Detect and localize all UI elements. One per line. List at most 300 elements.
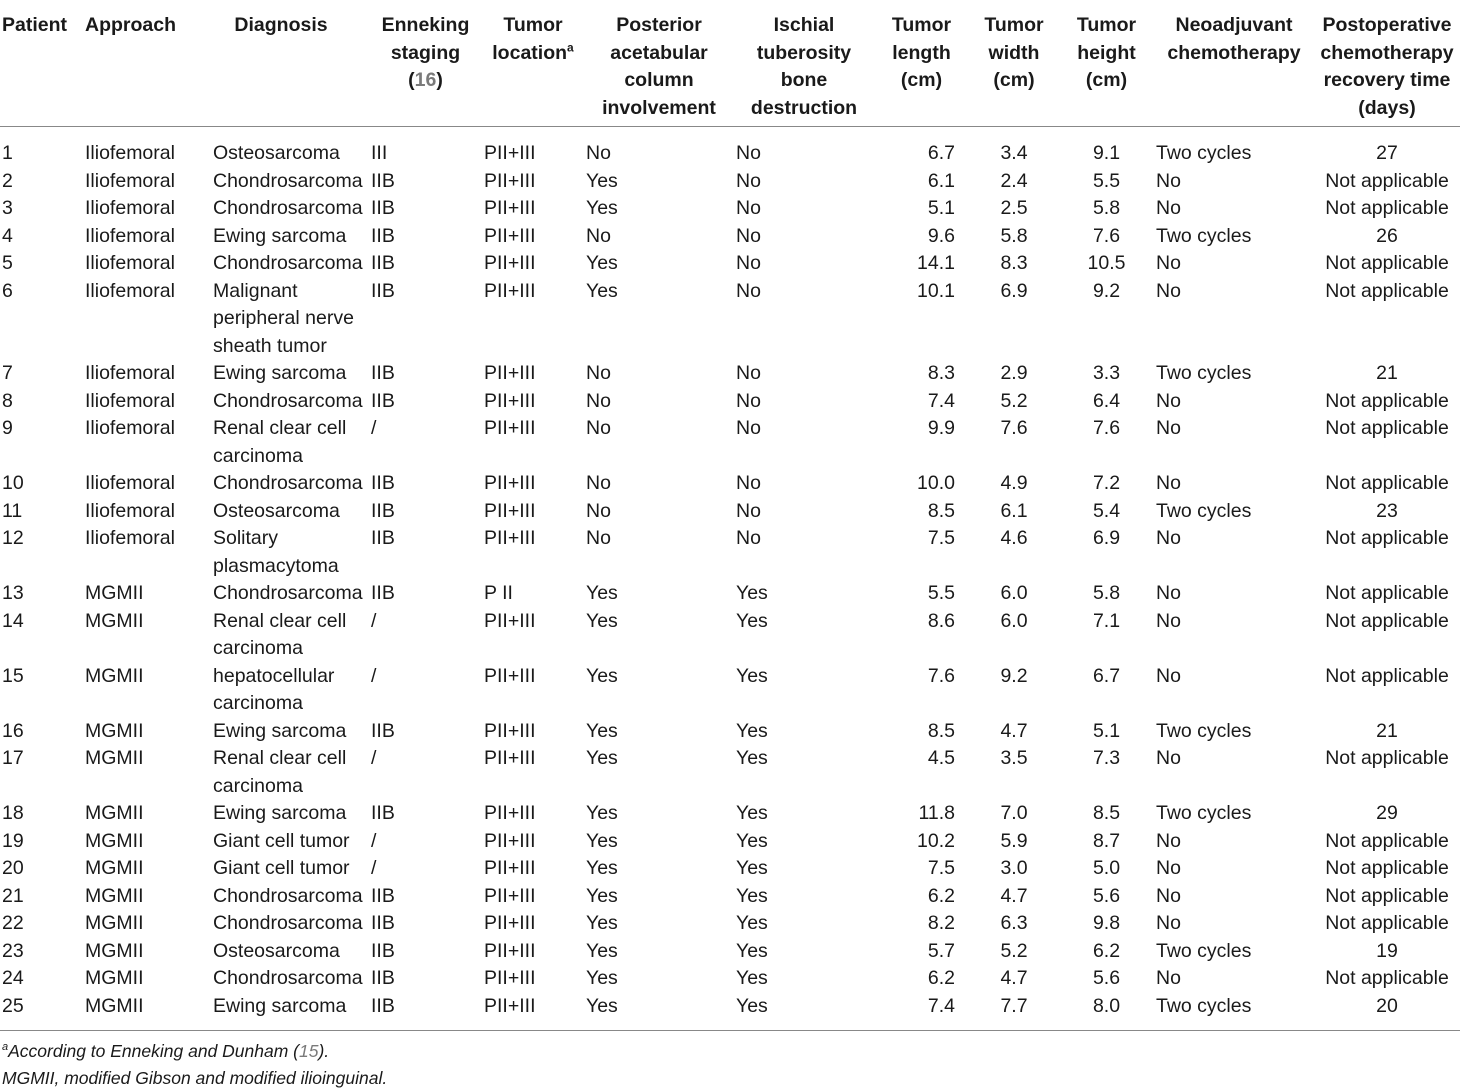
- cell-recovery: 29: [1376, 802, 1398, 824]
- cell-neoadjuvant: Two cycles: [1156, 802, 1252, 824]
- cell-neoadjuvant: Two cycles: [1156, 939, 1252, 962]
- cell-patient: 16: [2, 719, 24, 742]
- cell-posterior: Yes: [586, 609, 618, 632]
- cell-location: PII+III: [484, 279, 536, 302]
- cell-ischial: Yes: [736, 884, 768, 907]
- cell-width: 2.9: [1000, 362, 1028, 384]
- cell-recovery: Not applicable: [1325, 389, 1449, 412]
- table-row: [0, 965, 1460, 993]
- table-header: [0, 0, 1460, 127]
- cell-recovery: 20: [1376, 994, 1398, 1017]
- cell-patient: 5: [2, 252, 13, 274]
- cell-neoadjuvant: No: [1156, 197, 1181, 219]
- cell-length: 8.3: [927, 362, 955, 384]
- cell-approach: MGMII: [85, 802, 144, 824]
- cell-length: 11.8: [918, 802, 955, 824]
- cell-patient: 1: [2, 142, 13, 164]
- table-row: [0, 470, 1460, 498]
- cell-width: 2.5: [1000, 197, 1028, 219]
- cell-diagnosis: Osteosarcoma: [213, 499, 340, 522]
- cell-patient: 24: [2, 967, 24, 989]
- cell-approach: Iliofemoral: [85, 252, 175, 274]
- cell-patient: 14: [2, 609, 24, 632]
- cell-recovery: 21: [1376, 719, 1398, 742]
- cell-ischial: Yes: [736, 994, 768, 1017]
- cell-patient: 12: [2, 527, 24, 549]
- header-location: [482, 0, 584, 127]
- cell-location: PII+III: [484, 719, 536, 742]
- table-row: [0, 608, 1460, 663]
- cell-location: PII+III: [484, 169, 536, 192]
- cell-width: 7.6: [1000, 417, 1028, 439]
- cell-length: 7.6: [927, 664, 955, 687]
- cell-ischial: No: [736, 389, 761, 412]
- cell-neoadjuvant: No: [1156, 664, 1181, 687]
- cell-posterior: No: [586, 527, 611, 549]
- cell-posterior: Yes: [586, 582, 618, 604]
- cell-width: 6.3: [1000, 912, 1028, 934]
- cell-height: 5.5: [1092, 169, 1121, 192]
- cell-patient: 25: [2, 994, 24, 1017]
- cell-diagnosis: Chondrosarcoma: [213, 197, 363, 219]
- cell-height: 5.1: [1092, 719, 1121, 742]
- cell-enneking: /: [371, 829, 377, 852]
- table-row: [0, 663, 1460, 718]
- cell-enneking: IIB: [371, 719, 395, 742]
- cell-height: 7.6: [1092, 224, 1121, 247]
- header-posterior: Posterior acetabular column involvement: [602, 14, 716, 119]
- cell-diagnosis: Osteosarcoma: [213, 142, 340, 164]
- cell-length: 6.1: [927, 169, 955, 192]
- table-row: [0, 127, 1460, 168]
- cell-ischial: Yes: [736, 582, 768, 604]
- cell-height: 9.2: [1092, 279, 1121, 302]
- cell-posterior: No: [586, 472, 611, 494]
- cell-length: 9.6: [927, 224, 955, 247]
- cell-posterior: Yes: [586, 939, 618, 962]
- cell-enneking: IIB: [371, 197, 395, 219]
- cell-recovery: 23: [1376, 499, 1398, 522]
- cell-width: 6.0: [1000, 582, 1028, 604]
- cell-length: 8.5: [927, 719, 955, 742]
- table-body: [0, 127, 1460, 1031]
- cell-diagnosis: Ewing sarcoma: [213, 719, 347, 742]
- table-row: [0, 910, 1460, 938]
- footnote-a-ref[interactable]: 15: [299, 1041, 319, 1061]
- cell-diagnosis: Chondrosarcoma: [213, 912, 363, 934]
- cell-posterior: Yes: [586, 884, 618, 907]
- cell-neoadjuvant: No: [1156, 829, 1181, 852]
- cell-location: PII+III: [484, 417, 536, 439]
- cell-approach: MGMII: [85, 857, 144, 879]
- cell-recovery: Not applicable: [1325, 857, 1449, 879]
- cell-width: 2.4: [1000, 169, 1028, 192]
- footnote-a-end: ).: [318, 1041, 330, 1061]
- cell-neoadjuvant: No: [1156, 857, 1181, 879]
- cell-location: P II: [484, 582, 513, 604]
- cell-width: 3.5: [1000, 747, 1028, 769]
- cell-posterior: Yes: [586, 747, 618, 769]
- footnote-a: [2, 1038, 1460, 1065]
- cell-diagnosis: Chondrosarcoma: [213, 884, 363, 907]
- cell-ischial: No: [736, 142, 761, 164]
- cell-enneking: IIB: [371, 527, 395, 549]
- cell-neoadjuvant: No: [1156, 967, 1181, 989]
- cell-approach: Iliofemoral: [85, 527, 175, 549]
- cell-ischial: Yes: [736, 912, 768, 934]
- cell-patient: 4: [2, 224, 13, 247]
- cell-diagnosis: Renal clear cell carcinoma: [213, 417, 347, 467]
- cell-height: 5.0: [1092, 857, 1121, 879]
- cell-length: 5.1: [927, 197, 955, 219]
- cell-neoadjuvant: No: [1156, 252, 1181, 274]
- cell-approach: MGMII: [85, 912, 144, 934]
- cell-recovery: Not applicable: [1325, 912, 1449, 934]
- cell-approach: Iliofemoral: [85, 169, 175, 192]
- cell-height: 9.8: [1092, 912, 1121, 934]
- cell-recovery: Not applicable: [1325, 609, 1449, 632]
- cell-recovery: Not applicable: [1325, 884, 1449, 907]
- cell-location: PII+III: [484, 472, 536, 494]
- cell-ischial: No: [736, 279, 761, 302]
- cell-posterior: Yes: [586, 912, 618, 934]
- cell-ischial: No: [736, 197, 761, 219]
- cell-approach: Iliofemoral: [85, 417, 175, 439]
- cell-patient: 8: [2, 389, 13, 412]
- cell-length: 7.4: [927, 389, 955, 412]
- cell-posterior: No: [586, 499, 611, 522]
- cell-location: PII+III: [484, 252, 536, 274]
- cell-approach: MGMII: [85, 609, 144, 632]
- table-row: [0, 498, 1460, 526]
- cell-diagnosis: Solitary plasmacytoma: [213, 527, 339, 577]
- table-row: [0, 745, 1460, 800]
- table-row: [0, 278, 1460, 361]
- cell-width: 8.3: [1000, 252, 1028, 274]
- cell-patient: 2: [2, 169, 13, 192]
- cell-approach: Iliofemoral: [85, 142, 175, 164]
- cell-width: 3.0: [1000, 857, 1028, 879]
- cell-location: PII+III: [484, 224, 536, 247]
- cell-neoadjuvant: No: [1156, 472, 1181, 494]
- cell-enneking: IIB: [371, 472, 395, 494]
- cell-width: 7.0: [1000, 802, 1028, 824]
- cell-height: 7.2: [1092, 472, 1121, 494]
- cell-recovery: Not applicable: [1325, 747, 1449, 769]
- cell-length: 6.7: [927, 142, 955, 164]
- cell-posterior: Yes: [586, 664, 618, 687]
- cell-posterior: No: [586, 142, 611, 164]
- cell-recovery: Not applicable: [1325, 967, 1449, 989]
- table-row: [0, 883, 1460, 911]
- cell-patient: 7: [2, 362, 13, 384]
- cell-posterior: Yes: [586, 169, 618, 192]
- cell-width: 4.7: [1000, 884, 1028, 907]
- cell-approach: Iliofemoral: [85, 224, 175, 247]
- cell-posterior: Yes: [586, 802, 618, 824]
- cell-height: 5.6: [1092, 884, 1121, 907]
- cell-width: 5.2: [1000, 389, 1028, 412]
- cell-patient: 11: [2, 499, 23, 522]
- table-row: [0, 580, 1460, 608]
- table-row: [0, 855, 1460, 883]
- cell-height: 6.9: [1092, 527, 1121, 549]
- cell-diagnosis: Chondrosarcoma: [213, 169, 363, 192]
- cell-approach: MGMII: [85, 939, 144, 962]
- cell-diagnosis: Renal clear cell carcinoma: [213, 747, 347, 797]
- cell-recovery: Not applicable: [1325, 472, 1449, 494]
- cell-width: 4.6: [1000, 527, 1028, 549]
- cell-length: 7.5: [927, 527, 955, 549]
- cell-approach: Iliofemoral: [85, 389, 175, 412]
- cell-length: 8.6: [927, 609, 955, 632]
- cell-length: 6.2: [927, 884, 955, 907]
- cell-ischial: No: [736, 527, 761, 549]
- cell-neoadjuvant: No: [1156, 582, 1181, 604]
- cell-patient: 19: [2, 829, 24, 852]
- cell-height: 5.8: [1092, 582, 1121, 604]
- cell-ischial: No: [736, 224, 761, 247]
- cell-location: PII+III: [484, 389, 536, 412]
- cell-posterior: Yes: [586, 994, 618, 1017]
- cell-width: 6.0: [1000, 609, 1028, 632]
- cell-ischial: Yes: [736, 664, 768, 687]
- cell-posterior: No: [586, 362, 611, 384]
- table-row: [0, 525, 1460, 580]
- cell-height: 5.8: [1092, 197, 1121, 219]
- cell-height: 8.0: [1092, 994, 1121, 1017]
- cell-enneking: /: [371, 857, 377, 879]
- cell-recovery: Not applicable: [1325, 664, 1449, 687]
- cell-width: 4.7: [1000, 967, 1028, 989]
- cell-patient: 22: [2, 912, 24, 934]
- cell-enneking: IIB: [371, 884, 395, 907]
- cell-enneking: IIB: [371, 939, 395, 962]
- cell-height: 7.3: [1092, 747, 1121, 769]
- cell-ischial: No: [736, 499, 761, 522]
- cell-location: PII+III: [484, 362, 536, 384]
- cell-height: 6.4: [1092, 389, 1121, 412]
- header-row: [0, 0, 1460, 127]
- cell-length: 10.2: [917, 829, 955, 852]
- cell-diagnosis: Renal clear cell carcinoma: [213, 609, 347, 659]
- cell-patient: 17: [2, 747, 24, 769]
- header-recovery: Postoperative chemotherapy recovery time (days): [1320, 14, 1454, 119]
- table-row: [0, 388, 1460, 416]
- cell-length: 8.5: [927, 499, 955, 522]
- cell-neoadjuvant: No: [1156, 884, 1181, 907]
- cell-recovery: Not applicable: [1325, 169, 1449, 192]
- cell-location: PII+III: [484, 939, 536, 962]
- cell-height: 9.1: [1092, 142, 1121, 164]
- cell-patient: 15: [2, 664, 24, 687]
- header-patient: Patient: [2, 14, 68, 36]
- cell-height: 7.6: [1092, 417, 1121, 439]
- cell-ischial: Yes: [736, 719, 768, 742]
- cell-posterior: No: [586, 389, 611, 412]
- header-enneking-close: ): [436, 69, 443, 91]
- cell-enneking: IIB: [371, 499, 395, 522]
- cell-enneking: IIB: [371, 994, 395, 1017]
- cell-enneking: IIB: [371, 912, 395, 934]
- table-row: [0, 415, 1460, 470]
- cell-enneking: IIB: [371, 582, 395, 604]
- cell-approach: Iliofemoral: [85, 362, 175, 384]
- cell-approach: MGMII: [85, 884, 144, 907]
- cell-length: 7.5: [927, 857, 955, 879]
- cell-approach: MGMII: [85, 719, 144, 742]
- cell-approach: Iliofemoral: [85, 279, 175, 302]
- cell-location: PII+III: [484, 142, 536, 164]
- cell-patient: 3: [2, 197, 13, 219]
- cell-neoadjuvant: No: [1156, 747, 1181, 769]
- cell-posterior: No: [586, 417, 611, 439]
- cell-ischial: No: [736, 252, 761, 274]
- cell-diagnosis: Osteosarcoma: [213, 939, 340, 962]
- cell-diagnosis: hepatocellular carcinoma: [213, 664, 335, 714]
- cell-diagnosis: Chondrosarcoma: [213, 252, 363, 274]
- cell-location: PII+III: [484, 967, 536, 989]
- header-neoadjuvant: Neoadjuvant chemotherapy: [1167, 14, 1301, 64]
- cell-width: 6.1: [1000, 499, 1028, 522]
- cell-length: 7.4: [927, 994, 955, 1017]
- cell-recovery: 21: [1376, 362, 1398, 384]
- cell-enneking: IIB: [371, 169, 395, 192]
- header-length: Tumor length (cm): [891, 14, 952, 91]
- header-location-text: Tumor location: [492, 14, 568, 64]
- cell-neoadjuvant: No: [1156, 279, 1181, 302]
- cell-diagnosis: Chondrosarcoma: [213, 582, 363, 604]
- cell-diagnosis: Chondrosarcoma: [213, 967, 363, 989]
- cell-posterior: Yes: [586, 967, 618, 989]
- cell-posterior: Yes: [586, 829, 618, 852]
- cell-enneking: III: [371, 142, 388, 164]
- cell-location: PII+III: [484, 197, 536, 219]
- cell-recovery: Not applicable: [1325, 279, 1449, 302]
- cell-diagnosis: Ewing sarcoma: [213, 224, 347, 247]
- cell-neoadjuvant: Two cycles: [1156, 224, 1252, 247]
- cell-diagnosis: Chondrosarcoma: [213, 472, 363, 494]
- header-enneking-ref[interactable]: 16: [414, 69, 437, 91]
- cell-length: 8.2: [927, 912, 955, 934]
- cell-height: 6.7: [1092, 664, 1121, 687]
- cell-width: 6.9: [1000, 279, 1028, 302]
- cell-recovery: Not applicable: [1325, 527, 1449, 549]
- cell-diagnosis: Ewing sarcoma: [213, 802, 347, 824]
- cell-ischial: Yes: [736, 857, 768, 879]
- cell-location: PII+III: [484, 912, 536, 934]
- cell-recovery: Not applicable: [1325, 829, 1449, 852]
- cell-posterior: No: [586, 224, 611, 247]
- cell-approach: Iliofemoral: [85, 472, 175, 494]
- cell-ischial: No: [736, 472, 761, 494]
- cell-approach: MGMII: [85, 967, 144, 989]
- cell-enneking: IIB: [371, 224, 395, 247]
- cell-enneking: IIB: [371, 802, 395, 824]
- header-height: Tumor height (cm): [1076, 14, 1137, 91]
- cell-enneking: /: [371, 609, 377, 632]
- cell-patient: 18: [2, 802, 24, 824]
- cell-approach: Iliofemoral: [85, 197, 175, 219]
- cell-width: 4.7: [1000, 719, 1028, 742]
- cell-diagnosis: Chondrosarcoma: [213, 389, 363, 412]
- cell-enneking: /: [371, 417, 377, 439]
- cell-neoadjuvant: No: [1156, 389, 1181, 412]
- cell-recovery: 26: [1376, 224, 1398, 247]
- cell-length: 4.5: [927, 747, 955, 769]
- cell-diagnosis: Ewing sarcoma: [213, 362, 347, 384]
- header-location-sup: a: [567, 40, 574, 54]
- cell-diagnosis: Giant cell tumor: [213, 857, 350, 879]
- cell-ischial: Yes: [736, 939, 768, 962]
- cell-recovery: Not applicable: [1325, 582, 1449, 604]
- cell-ischial: Yes: [736, 802, 768, 824]
- cell-enneking: IIB: [371, 279, 395, 302]
- cell-patient: 21: [2, 884, 24, 907]
- cell-length: 6.2: [927, 967, 955, 989]
- cell-height: 8.7: [1092, 829, 1121, 852]
- cell-diagnosis: Ewing sarcoma: [213, 994, 347, 1017]
- cell-posterior: Yes: [586, 857, 618, 879]
- cell-patient: 20: [2, 857, 24, 879]
- cell-enneking: IIB: [371, 967, 395, 989]
- cell-height: 3.3: [1092, 362, 1121, 384]
- cell-enneking: /: [371, 747, 377, 769]
- cell-ischial: No: [736, 169, 761, 192]
- cell-ischial: No: [736, 417, 761, 439]
- cell-patient: 10: [2, 472, 24, 494]
- cell-neoadjuvant: Two cycles: [1156, 719, 1252, 742]
- header-enneking: [369, 0, 482, 127]
- table-row: [0, 938, 1460, 966]
- cell-neoadjuvant: No: [1156, 609, 1181, 632]
- table-row: [0, 223, 1460, 251]
- cell-approach: MGMII: [85, 582, 144, 604]
- cell-recovery: 27: [1376, 142, 1398, 164]
- table-row: [0, 195, 1460, 223]
- header-ischial: Ischial tuberosity bone destruction: [750, 14, 858, 119]
- cell-location: PII+III: [484, 664, 536, 687]
- cell-width: 5.8: [1000, 224, 1028, 247]
- cell-neoadjuvant: Two cycles: [1156, 142, 1252, 164]
- cell-neoadjuvant: Two cycles: [1156, 994, 1252, 1017]
- cell-height: 10.5: [1087, 252, 1126, 274]
- cell-length: 9.9: [927, 417, 955, 439]
- footnote-abbreviation: MGMII, modified Gibson and modified ilioinguinal.: [2, 1068, 388, 1088]
- cell-neoadjuvant: No: [1156, 912, 1181, 934]
- cell-recovery: Not applicable: [1325, 197, 1449, 219]
- footnote-a-sup: a: [2, 1041, 9, 1054]
- cell-recovery: Not applicable: [1325, 417, 1449, 439]
- cell-location: PII+III: [484, 747, 536, 769]
- cell-neoadjuvant: No: [1156, 527, 1181, 549]
- table-row: [0, 828, 1460, 856]
- cell-diagnosis: Malignant peripheral nerve sheath tumor: [213, 279, 354, 357]
- cell-neoadjuvant: No: [1156, 169, 1181, 192]
- cell-location: PII+III: [484, 802, 536, 824]
- cell-location: PII+III: [484, 857, 536, 879]
- cell-location: PII+III: [484, 884, 536, 907]
- cell-ischial: No: [736, 362, 761, 384]
- cell-approach: MGMII: [85, 994, 144, 1017]
- cell-posterior: Yes: [586, 279, 618, 302]
- table-row: [0, 168, 1460, 196]
- cell-height: 5.4: [1092, 499, 1121, 522]
- cell-width: 4.9: [1000, 472, 1028, 494]
- footnote-a-text: According to Enneking and Dunham (: [8, 1041, 299, 1061]
- cell-approach: MGMII: [85, 829, 144, 852]
- table-row: [0, 718, 1460, 746]
